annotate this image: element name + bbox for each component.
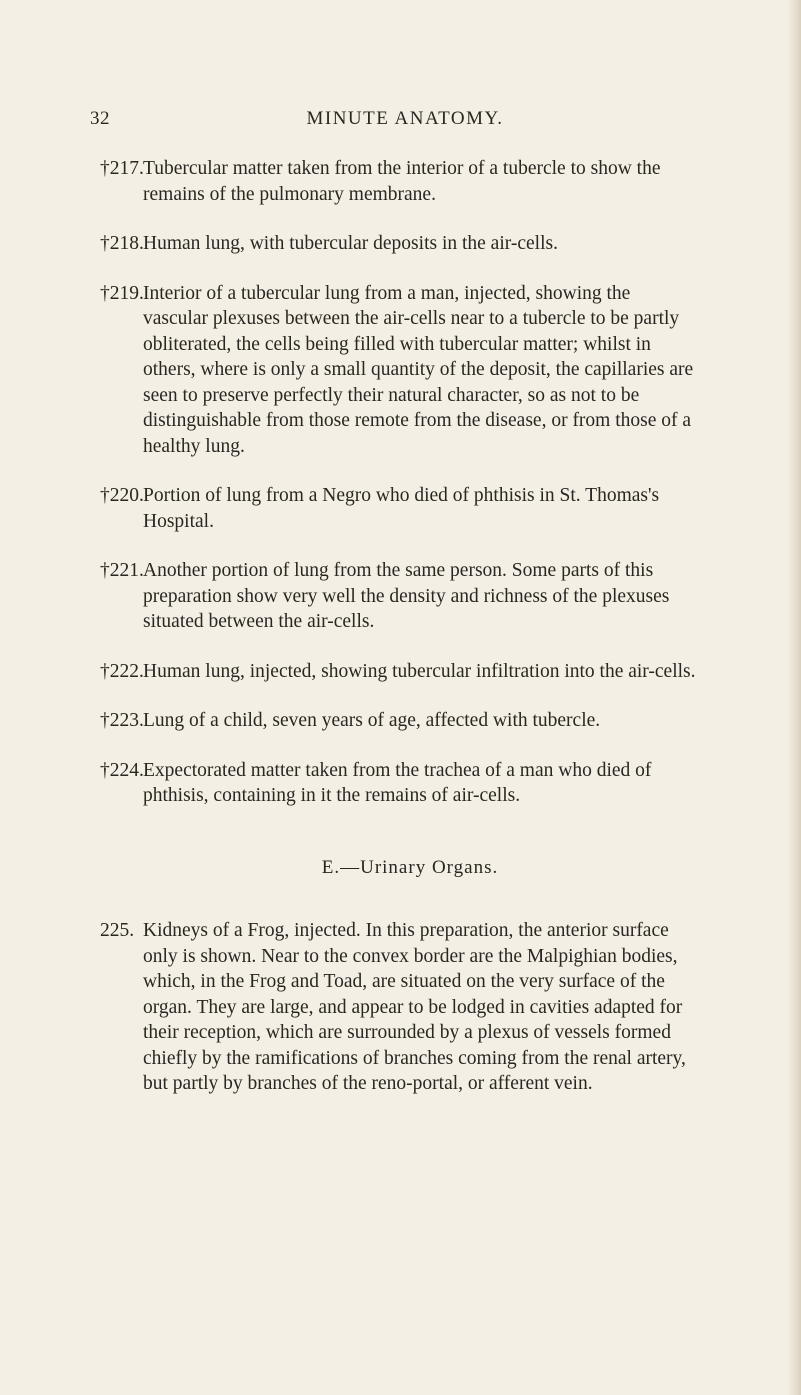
page-number: 32 bbox=[90, 108, 110, 129]
running-title: MINUTE ANATOMY. bbox=[306, 108, 504, 129]
catalogue-entry-223 bbox=[100, 708, 700, 734]
entry-text: Expectorated matter taken from the trachea of a man who died of phthisis, containing in it the remains of air-cells. bbox=[143, 759, 652, 806]
entry-text: Tubercular matter taken from the interior of a tubercle to show the remains of the pulmonary membrane. bbox=[143, 158, 661, 205]
entry-number: †219. bbox=[100, 282, 144, 304]
entry-number: †222. bbox=[100, 660, 144, 682]
entry-number: †224. bbox=[100, 759, 144, 781]
entry-number: †218. bbox=[100, 233, 144, 254]
entry-number: †221. bbox=[100, 560, 144, 581]
entry-number: †217. bbox=[100, 158, 144, 179]
entry-number: †223. bbox=[100, 710, 144, 731]
catalogue-entry-225 bbox=[100, 918, 700, 1097]
entry-text: Human lung, with tubercular deposits in the air-cells. bbox=[143, 233, 558, 254]
catalogue-entry-221 bbox=[100, 558, 700, 635]
entry-number: †220. bbox=[100, 485, 144, 506]
catalogue-entry-224 bbox=[100, 758, 700, 809]
catalogue-entry-222 bbox=[100, 659, 700, 685]
entry-number: 225. bbox=[100, 920, 135, 941]
page-header bbox=[90, 108, 720, 138]
page-edge-shadow bbox=[787, 0, 801, 1395]
entry-text: Portion of lung from a Negro who died of phthisis in St. Thomas's Hospital. bbox=[143, 485, 660, 532]
entry-text: Interior of a tubercular lung from a man, injected, showing the vascular plexuses between the air-cells near to a tubercle to be partly obliterated, the cells being filled with tubercular matter; whilst in others, where is only a small quantity of the deposit, the capillaries are seen to preserve perfectly their natural character, so as not to be distinguishable from those remote from the disease, or from those of a healthy lung. bbox=[143, 282, 694, 457]
catalogue-entry-219 bbox=[100, 281, 700, 460]
entry-text: Kidneys of a Frog, injected. In this preparation, the anterior surface only is shown. Near to the convex border are the Malpighian bodies, which, in the Frog and Toad, are situated on the very surface of the organ. They are large, and appear to be lodged in cavities adapted for their reception, which are surrounded by a plexus of vessels formed chiefly by the ramifications of branches coming from the renal artery, but partly by branches of the reno-portal, or afferent vein. bbox=[143, 920, 686, 1094]
catalogue-entry-220 bbox=[100, 483, 700, 534]
entry-text: Human lung, injected, showing tubercular infiltration into the air-cells. bbox=[143, 660, 696, 682]
catalogue-entry-218 bbox=[100, 231, 700, 257]
entry-text: Lung of a child, seven years of age, affected with tubercle. bbox=[143, 710, 601, 731]
catalogue-entry-217 bbox=[100, 156, 700, 207]
section-heading: E.—Urinary Organs. bbox=[321, 856, 499, 878]
entry-text: Another portion of lung from the same person. Some parts of this preparation show very well the density and richness of the plexuses situated between the air-cells. bbox=[143, 560, 670, 632]
page-body bbox=[100, 156, 700, 1121]
